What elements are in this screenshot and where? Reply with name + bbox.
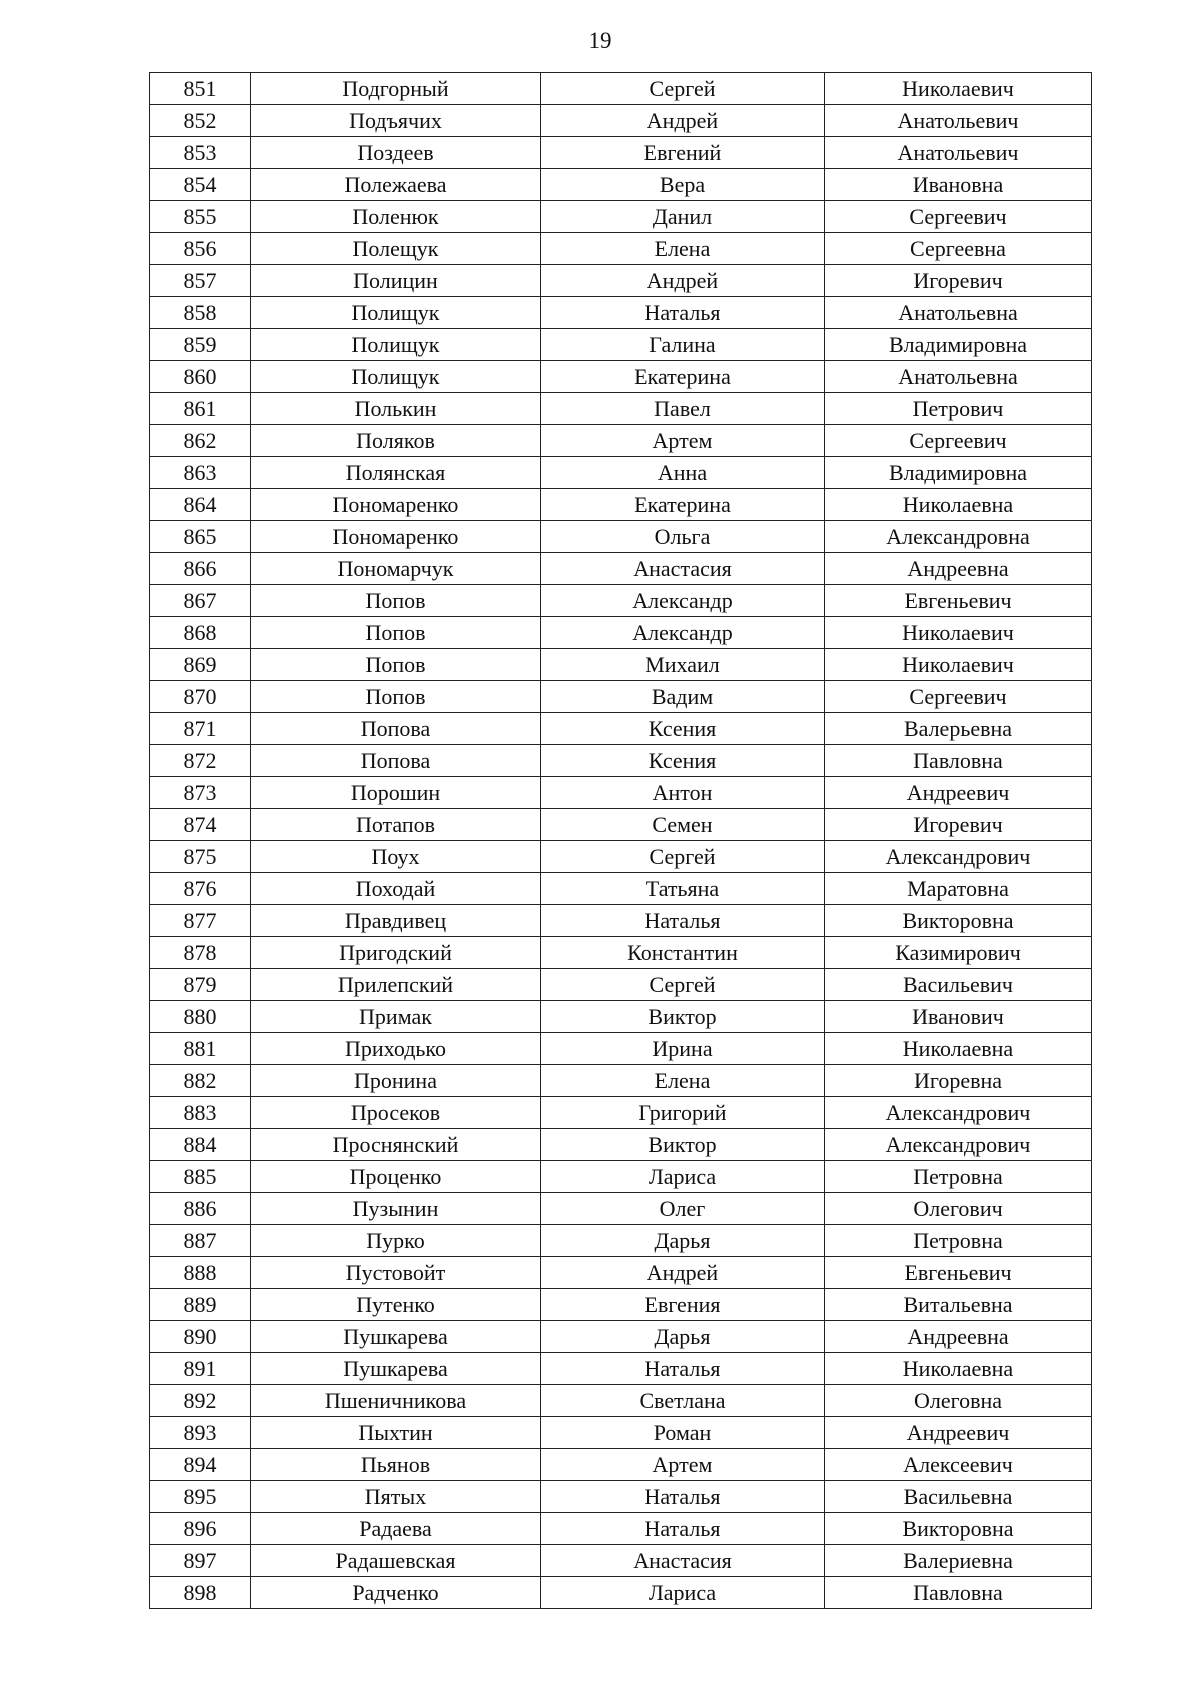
middle-name-cell: Александрович [825,841,1092,873]
middle-name-cell: Николаевич [825,617,1092,649]
first-name-cell: Ольга [541,521,825,553]
middle-name-cell: Викторовна [825,1513,1092,1545]
middle-name-cell: Павловна [825,1577,1092,1609]
first-name-cell: Вадим [541,681,825,713]
first-name-cell: Артем [541,425,825,457]
last-name-cell: Радашевская [251,1545,541,1577]
row-number-cell: 882 [150,1065,251,1097]
row-number-cell: 877 [150,905,251,937]
table-row [150,617,1092,649]
first-name-cell: Наталья [541,1513,825,1545]
last-name-cell: Радченко [251,1577,541,1609]
first-name-cell: Михаил [541,649,825,681]
first-name-cell: Павел [541,393,825,425]
middle-name-cell: Андреевна [825,1321,1092,1353]
table-row [150,137,1092,169]
table-row [150,1289,1092,1321]
table-row [150,393,1092,425]
last-name-cell: Прилепский [251,969,541,1001]
middle-name-cell: Александровна [825,521,1092,553]
first-name-cell: Андрей [541,1257,825,1289]
middle-name-cell: Андреевич [825,777,1092,809]
row-number-cell: 861 [150,393,251,425]
middle-name-cell: Валериевна [825,1545,1092,1577]
table-row [150,937,1092,969]
middle-name-cell: Иванович [825,1001,1092,1033]
row-number-cell: 884 [150,1129,251,1161]
first-name-cell: Ксения [541,713,825,745]
first-name-cell: Григорий [541,1097,825,1129]
last-name-cell: Полищук [251,329,541,361]
row-number-cell: 873 [150,777,251,809]
middle-name-cell: Сергеевич [825,681,1092,713]
row-number-cell: 876 [150,873,251,905]
last-name-cell: Пятых [251,1481,541,1513]
row-number-cell: 859 [150,329,251,361]
row-number-cell: 883 [150,1097,251,1129]
middle-name-cell: Николаевич [825,73,1092,105]
row-number-cell: 870 [150,681,251,713]
first-name-cell: Виктор [541,1129,825,1161]
table-row [150,809,1092,841]
row-number-cell: 879 [150,969,251,1001]
last-name-cell: Попов [251,681,541,713]
row-number-cell: 856 [150,233,251,265]
last-name-cell: Пригодский [251,937,541,969]
table-row [150,1097,1092,1129]
first-name-cell: Сергей [541,73,825,105]
first-name-cell: Наталья [541,1353,825,1385]
row-number-cell: 860 [150,361,251,393]
table-row [150,361,1092,393]
first-name-cell: Светлана [541,1385,825,1417]
row-number-cell: 872 [150,745,251,777]
middle-name-cell: Павловна [825,745,1092,777]
first-name-cell: Ирина [541,1033,825,1065]
middle-name-cell: Николаевна [825,1353,1092,1385]
table-row [150,169,1092,201]
row-number-cell: 854 [150,169,251,201]
table-row [150,329,1092,361]
last-name-cell: Подъячих [251,105,541,137]
table-row [150,1225,1092,1257]
table-row [150,713,1092,745]
table-row [150,1545,1092,1577]
last-name-cell: Попов [251,649,541,681]
row-number-cell: 867 [150,585,251,617]
table-row [150,841,1092,873]
last-name-cell: Просеков [251,1097,541,1129]
middle-name-cell: Казимирович [825,937,1092,969]
middle-name-cell: Александрович [825,1129,1092,1161]
last-name-cell: Пустовойт [251,1257,541,1289]
middle-name-cell: Анатольевна [825,361,1092,393]
middle-name-cell: Викторовна [825,905,1092,937]
row-number-cell: 885 [150,1161,251,1193]
middle-name-cell: Васильевич [825,969,1092,1001]
row-number-cell: 863 [150,457,251,489]
last-name-cell: Пономаренко [251,521,541,553]
last-name-cell: Радаева [251,1513,541,1545]
row-number-cell: 875 [150,841,251,873]
table-row [150,745,1092,777]
table-row [150,1481,1092,1513]
table-row [150,681,1092,713]
table-row [150,777,1092,809]
table-row [150,521,1092,553]
table-row [150,1129,1092,1161]
row-number-cell: 890 [150,1321,251,1353]
table-row [150,489,1092,521]
last-name-cell: Поленюк [251,201,541,233]
last-name-cell: Попов [251,617,541,649]
row-number-cell: 862 [150,425,251,457]
row-number-cell: 898 [150,1577,251,1609]
last-name-cell: Проснянский [251,1129,541,1161]
first-name-cell: Екатерина [541,489,825,521]
row-number-cell: 866 [150,553,251,585]
row-number-cell: 896 [150,1513,251,1545]
table-row [150,1449,1092,1481]
last-name-cell: Попова [251,713,541,745]
first-name-cell: Наталья [541,297,825,329]
last-name-cell: Пурко [251,1225,541,1257]
first-name-cell: Наталья [541,1481,825,1513]
row-number-cell: 895 [150,1481,251,1513]
row-number-cell: 852 [150,105,251,137]
last-name-cell: Попова [251,745,541,777]
first-name-cell: Вера [541,169,825,201]
last-name-cell: Пузынин [251,1193,541,1225]
table-row [150,1513,1092,1545]
row-number-cell: 892 [150,1385,251,1417]
middle-name-cell: Игоревич [825,809,1092,841]
row-number-cell: 894 [150,1449,251,1481]
last-name-cell: Подгорный [251,73,541,105]
table-row [150,1417,1092,1449]
table-row [150,1385,1092,1417]
middle-name-cell: Евгеньевич [825,1257,1092,1289]
middle-name-cell: Петровна [825,1161,1092,1193]
row-number-cell: 851 [150,73,251,105]
name-list-table [149,72,1092,1609]
last-name-cell: Пьянов [251,1449,541,1481]
row-number-cell: 857 [150,265,251,297]
table-row [150,1193,1092,1225]
last-name-cell: Полищук [251,297,541,329]
first-name-cell: Константин [541,937,825,969]
table-row [150,457,1092,489]
last-name-cell: Полежаева [251,169,541,201]
row-number-cell: 868 [150,617,251,649]
middle-name-cell: Сергеевич [825,201,1092,233]
first-name-cell: Антон [541,777,825,809]
table-row [150,265,1092,297]
row-number-cell: 878 [150,937,251,969]
row-number-cell: 853 [150,137,251,169]
last-name-cell: Пономарчук [251,553,541,585]
first-name-cell: Галина [541,329,825,361]
table-row [150,1321,1092,1353]
table-row [150,1257,1092,1289]
last-name-cell: Порошин [251,777,541,809]
table-row [150,105,1092,137]
table-row [150,585,1092,617]
first-name-cell: Лариса [541,1577,825,1609]
row-number-cell: 887 [150,1225,251,1257]
middle-name-cell: Николаевна [825,1033,1092,1065]
row-number-cell: 893 [150,1417,251,1449]
middle-name-cell: Анатольевна [825,297,1092,329]
table-row [150,73,1092,105]
row-number-cell: 888 [150,1257,251,1289]
table-row [150,1065,1092,1097]
row-number-cell: 874 [150,809,251,841]
middle-name-cell: Васильевна [825,1481,1092,1513]
table-row [150,1577,1092,1609]
table-row [150,233,1092,265]
row-number-cell: 886 [150,1193,251,1225]
last-name-cell: Попов [251,585,541,617]
middle-name-cell: Ивановна [825,169,1092,201]
first-name-cell: Андрей [541,105,825,137]
first-name-cell: Наталья [541,905,825,937]
last-name-cell: Пыхтин [251,1417,541,1449]
first-name-cell: Ксения [541,745,825,777]
last-name-cell: Поух [251,841,541,873]
table-row [150,873,1092,905]
table-row [150,553,1092,585]
first-name-cell: Анастасия [541,1545,825,1577]
last-name-cell: Полянская [251,457,541,489]
middle-name-cell: Игоревич [825,265,1092,297]
first-name-cell: Дарья [541,1225,825,1257]
last-name-cell: Пронина [251,1065,541,1097]
last-name-cell: Пушкарева [251,1353,541,1385]
row-number-cell: 871 [150,713,251,745]
middle-name-cell: Сергеевна [825,233,1092,265]
table-row [150,649,1092,681]
last-name-cell: Потапов [251,809,541,841]
middle-name-cell: Николаевна [825,489,1092,521]
first-name-cell: Дарья [541,1321,825,1353]
row-number-cell: 880 [150,1001,251,1033]
table-row [150,297,1092,329]
last-name-cell: Пшеничникова [251,1385,541,1417]
last-name-cell: Полищук [251,361,541,393]
first-name-cell: Андрей [541,265,825,297]
middle-name-cell: Валерьевна [825,713,1092,745]
row-number-cell: 869 [150,649,251,681]
middle-name-cell: Александрович [825,1097,1092,1129]
last-name-cell: Полькин [251,393,541,425]
middle-name-cell: Алексеевич [825,1449,1092,1481]
middle-name-cell: Маратовна [825,873,1092,905]
middle-name-cell: Евгеньевич [825,585,1092,617]
table-body [150,73,1092,1609]
middle-name-cell: Андреевна [825,553,1092,585]
first-name-cell: Анна [541,457,825,489]
last-name-cell: Правдивец [251,905,541,937]
first-name-cell: Семен [541,809,825,841]
table-row [150,425,1092,457]
first-name-cell: Сергей [541,969,825,1001]
first-name-cell: Елена [541,233,825,265]
middle-name-cell: Андреевич [825,1417,1092,1449]
middle-name-cell: Николаевич [825,649,1092,681]
middle-name-cell: Владимировна [825,329,1092,361]
last-name-cell: Пономаренко [251,489,541,521]
first-name-cell: Роман [541,1417,825,1449]
last-name-cell: Путенко [251,1289,541,1321]
first-name-cell: Олег [541,1193,825,1225]
middle-name-cell: Петровна [825,1225,1092,1257]
first-name-cell: Елена [541,1065,825,1097]
middle-name-cell: Витальевна [825,1289,1092,1321]
table-row [150,1161,1092,1193]
first-name-cell: Татьяна [541,873,825,905]
last-name-cell: Полещук [251,233,541,265]
last-name-cell: Полицин [251,265,541,297]
row-number-cell: 865 [150,521,251,553]
first-name-cell: Лариса [541,1161,825,1193]
first-name-cell: Евгения [541,1289,825,1321]
middle-name-cell: Анатольевич [825,105,1092,137]
middle-name-cell: Игоревна [825,1065,1092,1097]
row-number-cell: 897 [150,1545,251,1577]
table-row [150,1033,1092,1065]
first-name-cell: Евгений [541,137,825,169]
middle-name-cell: Петрович [825,393,1092,425]
first-name-cell: Александр [541,617,825,649]
first-name-cell: Сергей [541,841,825,873]
first-name-cell: Артем [541,1449,825,1481]
table-row [150,905,1092,937]
row-number-cell: 891 [150,1353,251,1385]
row-number-cell: 889 [150,1289,251,1321]
middle-name-cell: Анатольевич [825,137,1092,169]
middle-name-cell: Олеговна [825,1385,1092,1417]
row-number-cell: 855 [150,201,251,233]
table-row [150,1353,1092,1385]
first-name-cell: Анастасия [541,553,825,585]
middle-name-cell: Владимировна [825,457,1092,489]
row-number-cell: 858 [150,297,251,329]
row-number-cell: 864 [150,489,251,521]
first-name-cell: Данил [541,201,825,233]
last-name-cell: Пушкарева [251,1321,541,1353]
page-number: 19 [588,28,612,53]
first-name-cell: Екатерина [541,361,825,393]
first-name-cell: Виктор [541,1001,825,1033]
last-name-cell: Поляков [251,425,541,457]
row-number-cell: 881 [150,1033,251,1065]
last-name-cell: Приходько [251,1033,541,1065]
last-name-cell: Проценко [251,1161,541,1193]
middle-name-cell: Олегович [825,1193,1092,1225]
table-row [150,1001,1092,1033]
first-name-cell: Александр [541,585,825,617]
table-row [150,201,1092,233]
last-name-cell: Походай [251,873,541,905]
middle-name-cell: Сергеевич [825,425,1092,457]
last-name-cell: Поздеев [251,137,541,169]
table-row [150,969,1092,1001]
last-name-cell: Примак [251,1001,541,1033]
